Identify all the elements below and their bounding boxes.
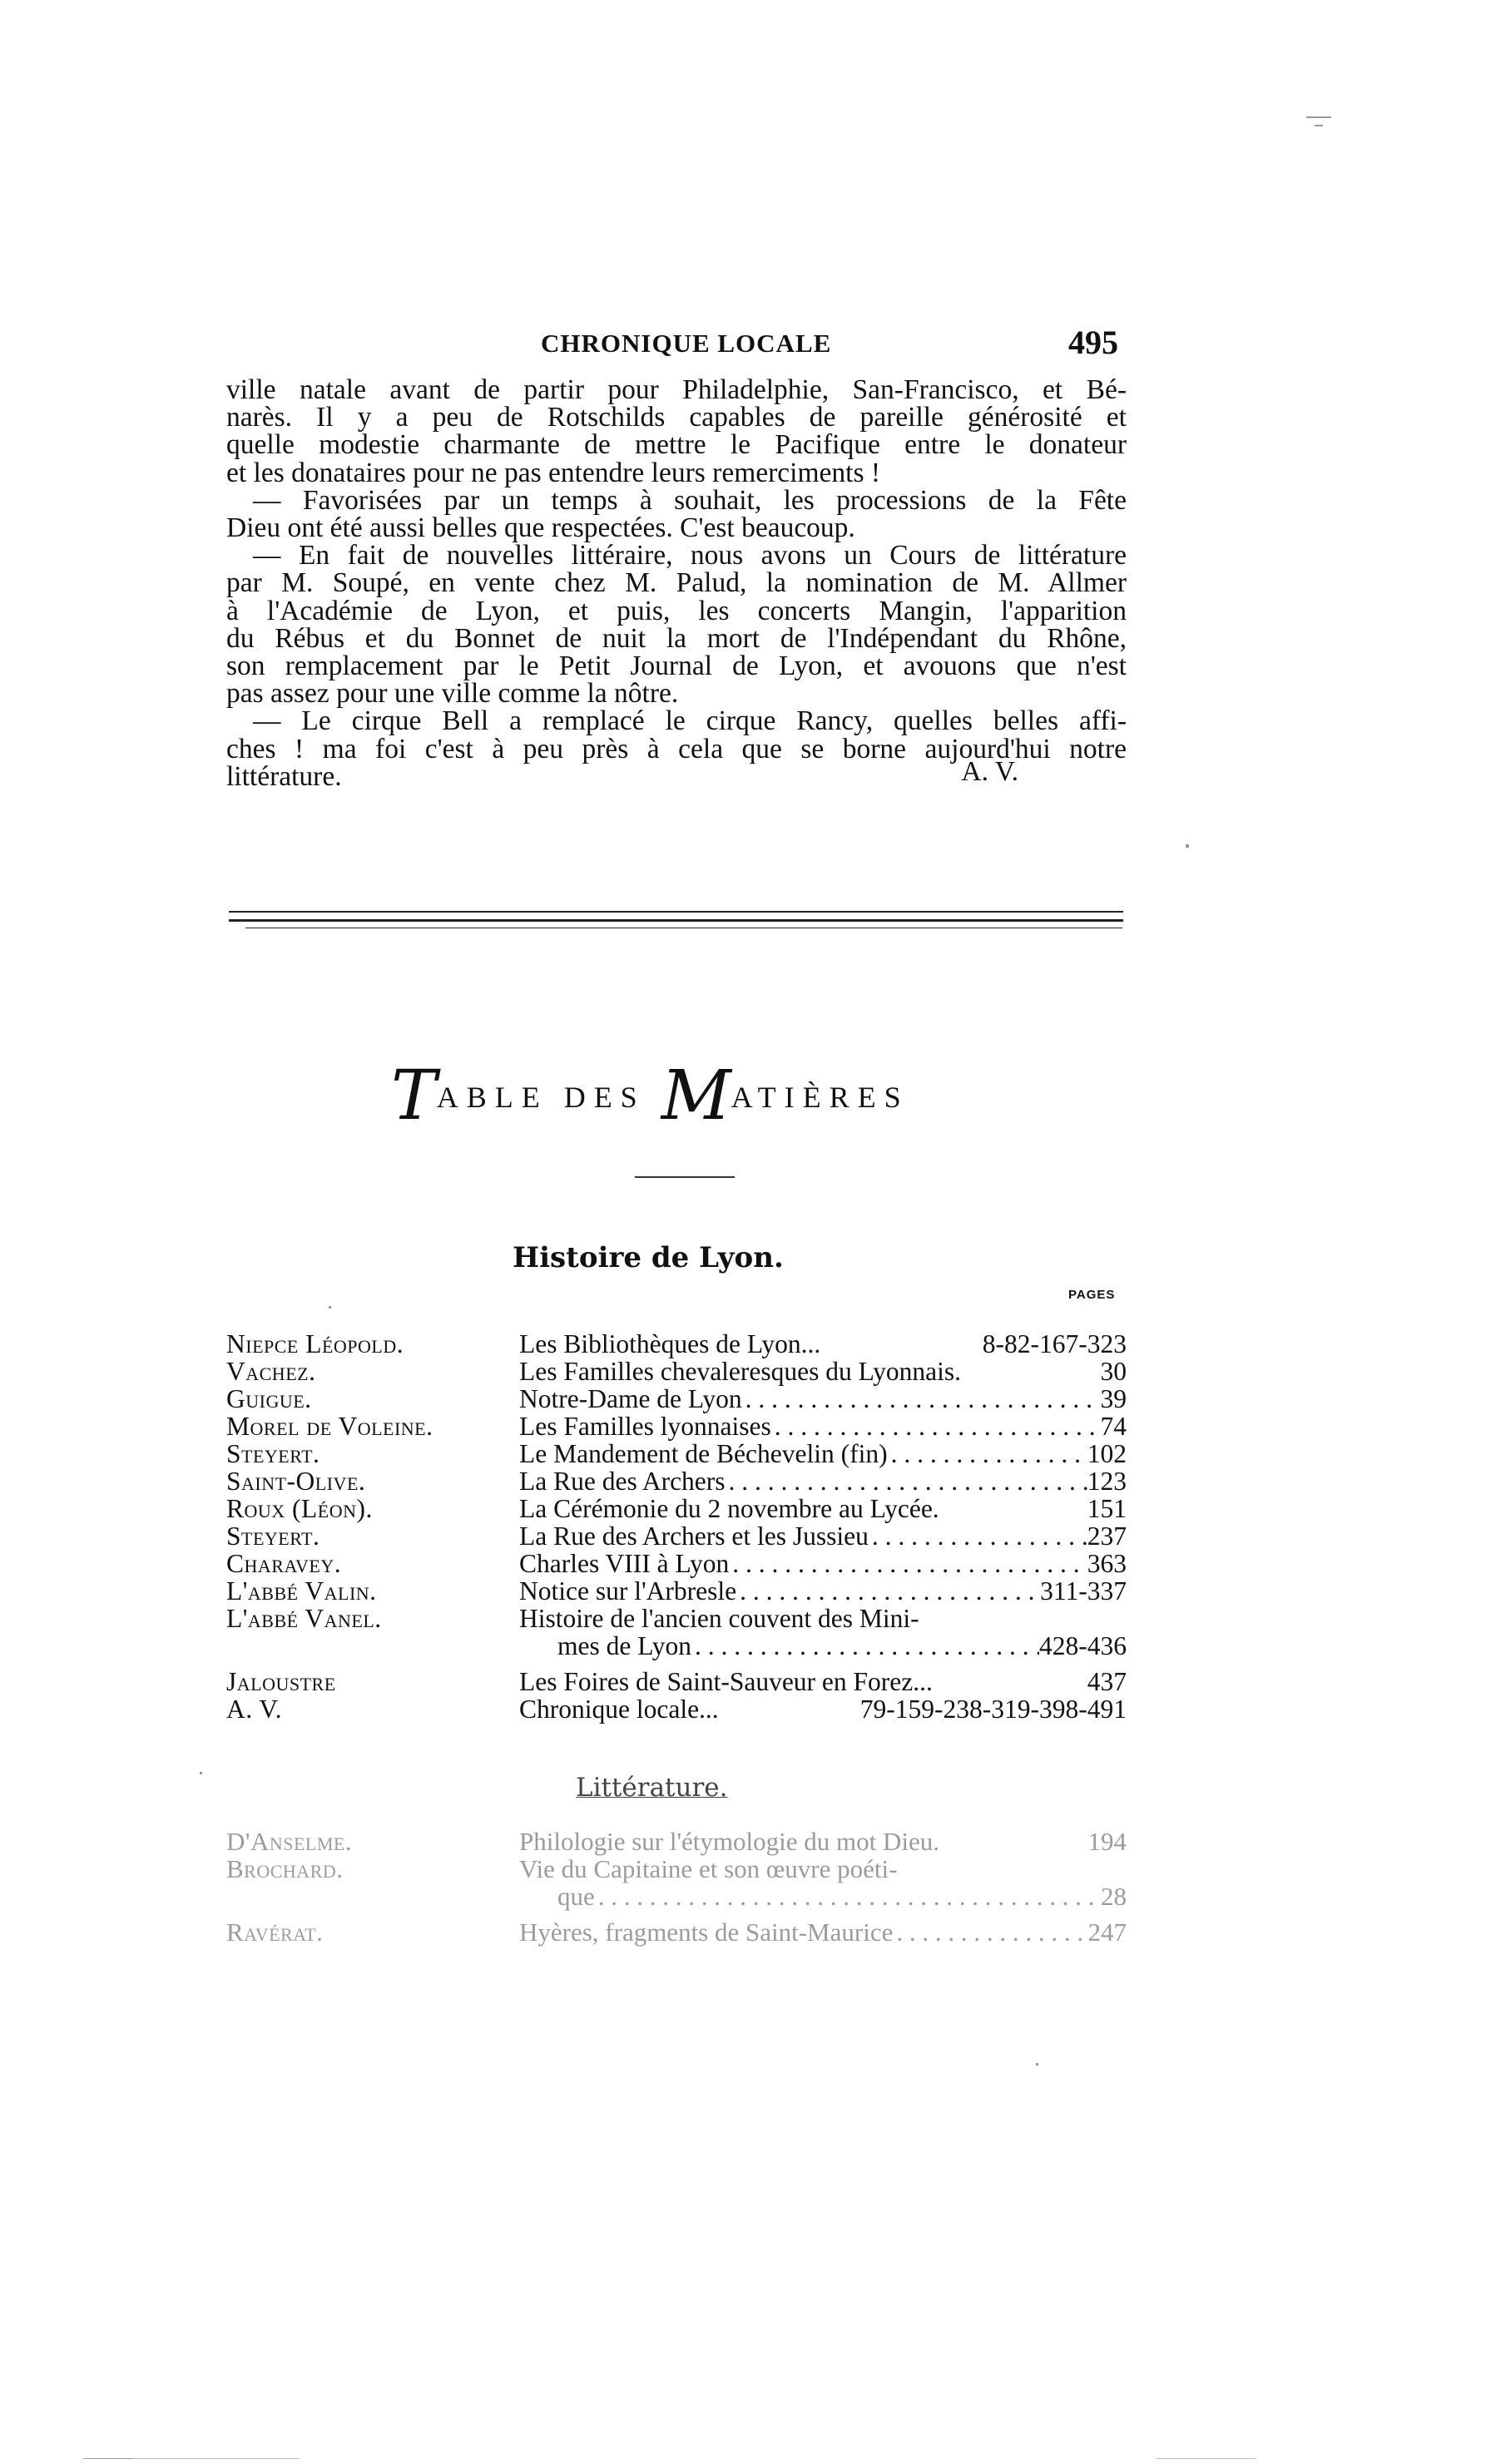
text-line: et les donataires pour ne pas entendre leurs remerciments ! — [226, 457, 881, 488]
entry-title: Charles VIII à Lyon — [519, 1549, 730, 1578]
title-initial: T — [391, 1056, 437, 1136]
text-line: littérature. — [226, 760, 342, 792]
toc-entry — [226, 1549, 1127, 1576]
entry-pages: 237 — [1087, 1521, 1127, 1551]
entry-pages: 311-337 — [1040, 1576, 1127, 1606]
scan-artifact — [1186, 844, 1189, 848]
entry-pages: 363 — [1087, 1549, 1127, 1578]
text-line: — Favorisées par un temps à souhait, les processions de la Fête — [253, 484, 1127, 516]
toc-entry — [226, 1412, 1127, 1439]
text-line: Dieu ont été aussi belles que respectées. C'est beaucoup. — [226, 512, 855, 544]
toc-entry — [226, 1494, 1127, 1521]
entry-title: Chronique locale... — [519, 1695, 719, 1724]
entry-author: Niepce Léopold. — [226, 1329, 404, 1358]
entry-pages: 28 — [1101, 1882, 1127, 1911]
entry-author: Brochard. — [226, 1854, 344, 1883]
toc-entry — [226, 1576, 1127, 1604]
text-line-final — [226, 755, 1127, 792]
toc-title — [391, 1056, 909, 1136]
entry-title: Les Familles chevaleresques du Lyonnais. — [519, 1357, 961, 1386]
entry-author: Guigue. — [226, 1384, 312, 1413]
entry-author: Vachez. — [226, 1357, 316, 1386]
text-line: ches ! ma foi c'est à peu près à cela que se borne aujourd'hui notre — [226, 733, 1127, 764]
scan-artifact — [1036, 2063, 1038, 2066]
entry-work — [519, 1494, 1127, 1524]
text-line: narès. Il y a peu de Rotschilds capables de pareille générosité et — [226, 402, 1127, 433]
entry-work — [519, 1467, 1127, 1497]
entry-pages: 194 — [1087, 1827, 1127, 1856]
title-initial: M — [661, 1056, 731, 1136]
running-title: CHRONIQUE LOCALE — [541, 329, 832, 358]
text-line: par M. Soupé, en vente chez M. Palud, la nomination de M. Allmer — [226, 567, 1127, 599]
toc-entry — [226, 1827, 1127, 1854]
entry-work — [519, 1384, 1127, 1414]
entry-title: Les Bibliothèques de Lyon... — [519, 1329, 821, 1358]
entry-pages: 102 — [1087, 1439, 1127, 1468]
toc-entries — [226, 1329, 1127, 1722]
entry-title: Les Familles lyonnaises — [519, 1412, 771, 1441]
text-line: quelle modestie charmante de mettre le Pacifique entre le donateur — [226, 429, 1127, 461]
entry-author: Jaloustre — [226, 1667, 336, 1696]
entry-continuation — [557, 1631, 1127, 1661]
toc-entry — [226, 1854, 1127, 1909]
entry-work — [519, 1521, 1127, 1551]
entry-author: Charavey. — [226, 1549, 342, 1578]
title-word: ABLE DES — [436, 1081, 661, 1114]
entry-pages: 8-82-167-323 — [982, 1329, 1127, 1358]
entry-pages: 437 — [1087, 1667, 1127, 1696]
entry-work — [519, 1917, 1127, 1947]
entry-pages: 123 — [1087, 1467, 1127, 1496]
entry-work — [519, 1357, 1127, 1387]
entry-title: Vie du Capitaine et son œuvre poéti- — [519, 1854, 898, 1883]
toc-entry — [226, 1384, 1127, 1412]
separator-rule — [229, 911, 1123, 913]
entry-title: Les Foires de Saint-Sauveur en Forez... — [519, 1667, 933, 1696]
text-line: pas assez pour une ville comme la nôtre. — [226, 678, 679, 710]
text-line: à l'Académie de Lyon, et puis, les concerts Mangin, l'apparition — [226, 595, 1127, 626]
entry-title: Philologie sur l'étymologie du mot Dieu. — [519, 1827, 939, 1856]
entry-title: Le Mandement de Béchevelin (fin) — [519, 1439, 888, 1468]
entry-pages: 74 — [1100, 1412, 1127, 1441]
toc-entries-literature — [226, 1827, 1127, 1945]
toc-entry — [226, 1695, 1127, 1722]
entry-work — [519, 1854, 1127, 1884]
toc-entry — [226, 1917, 1127, 1945]
entry-author: L'abbé Vanel. — [226, 1604, 382, 1633]
signature: A. V. — [961, 755, 1018, 787]
section-heading: Histoire de Lyon. — [513, 1241, 784, 1274]
scan-artifact — [1306, 116, 1331, 118]
entry-work — [519, 1827, 1127, 1857]
entry-author: D'Anselme. — [226, 1827, 353, 1856]
toc-entry — [226, 1467, 1127, 1494]
scan-artifact — [329, 1306, 331, 1309]
entry-work — [519, 1604, 1127, 1634]
entry-work — [519, 1412, 1127, 1442]
entry-work — [519, 1439, 1127, 1469]
entry-title-continued: mes de Lyon — [557, 1631, 691, 1660]
entry-title: La Cérémonie du 2 novembre au Lycée. — [519, 1494, 939, 1523]
section-heading-literature: Littérature. — [576, 1773, 728, 1803]
text-line: — En fait de nouvelles littéraire, nous avons un Cours de littérature — [253, 540, 1127, 571]
entry-work — [519, 1576, 1127, 1606]
entry-author: Roux (Léon). — [226, 1494, 373, 1523]
scan-artifact — [1157, 2458, 1256, 2459]
entry-title: Histoire de l'ancien couvent des Mini- — [519, 1604, 919, 1633]
pages-label: PAGES — [1068, 1288, 1116, 1302]
entry-title: Notice sur l'Arbresle — [519, 1576, 737, 1606]
entry-pages: 247 — [1087, 1917, 1127, 1947]
entry-pages: 79-159-238-319-398-491 — [859, 1695, 1127, 1724]
scan-artifact — [1315, 125, 1323, 126]
entry-title: Notre-Dame de Lyon — [519, 1384, 742, 1413]
entry-title-continued: que — [557, 1882, 595, 1911]
title-rule — [635, 1176, 735, 1178]
toc-entry — [226, 1439, 1127, 1467]
text-line: du Rébus et du Bonnet de nuit la mort de l'Indépendant du Rhône, — [226, 622, 1127, 654]
toc-entry — [226, 1329, 1127, 1357]
entry-author: Saint-Olive. — [226, 1467, 366, 1496]
entry-work — [519, 1667, 1127, 1697]
scan-artifact — [83, 2458, 133, 2459]
entry-title: La Rue des Archers — [519, 1467, 726, 1496]
entry-author: Ravérat. — [226, 1917, 324, 1947]
entry-author: Morel de Voleine. — [226, 1412, 433, 1441]
text-line: — Le cirque Bell a remplacé le cirque Rancy, quelles belles affi- — [253, 705, 1127, 737]
entry-work — [519, 1695, 1127, 1724]
entry-author: L'abbé Valin. — [226, 1576, 377, 1606]
entry-work — [519, 1329, 1127, 1359]
entry-pages: 30 — [1100, 1357, 1127, 1386]
text-line: ville natale avant de partir pour Philadelphie, San-Francisco, et Bé- — [226, 374, 1127, 405]
page-number: 495 — [1068, 324, 1118, 361]
entry-author: A. V. — [226, 1695, 282, 1724]
chronique-text — [226, 376, 1127, 790]
toc-entry — [226, 1357, 1127, 1384]
entry-author: Steyert. — [226, 1521, 320, 1551]
entry-pages: 151 — [1087, 1494, 1127, 1523]
entry-title: La Rue des Archers et les Jussieu — [519, 1521, 869, 1551]
toc-entry — [226, 1604, 1127, 1659]
separator-rules — [229, 911, 1123, 939]
scan-artifact — [133, 2458, 300, 2459]
toc-entry — [226, 1667, 1127, 1695]
text-line: son remplacement par le Petit Journal de Lyon, et avouons que n'est — [226, 651, 1127, 682]
toc-entry — [226, 1521, 1127, 1549]
entry-title: Hyères, fragments de Saint-Maurice — [519, 1917, 894, 1947]
separator-rule — [229, 919, 1123, 922]
entry-pages: 39 — [1100, 1384, 1127, 1413]
title-word: ATIÈRES — [731, 1081, 909, 1114]
entry-continuation — [557, 1882, 1127, 1912]
scan-artifact — [200, 1772, 202, 1774]
entry-work — [519, 1549, 1127, 1579]
entry-pages: 428-436 — [1039, 1631, 1127, 1660]
entry-author: Steyert. — [226, 1439, 320, 1468]
